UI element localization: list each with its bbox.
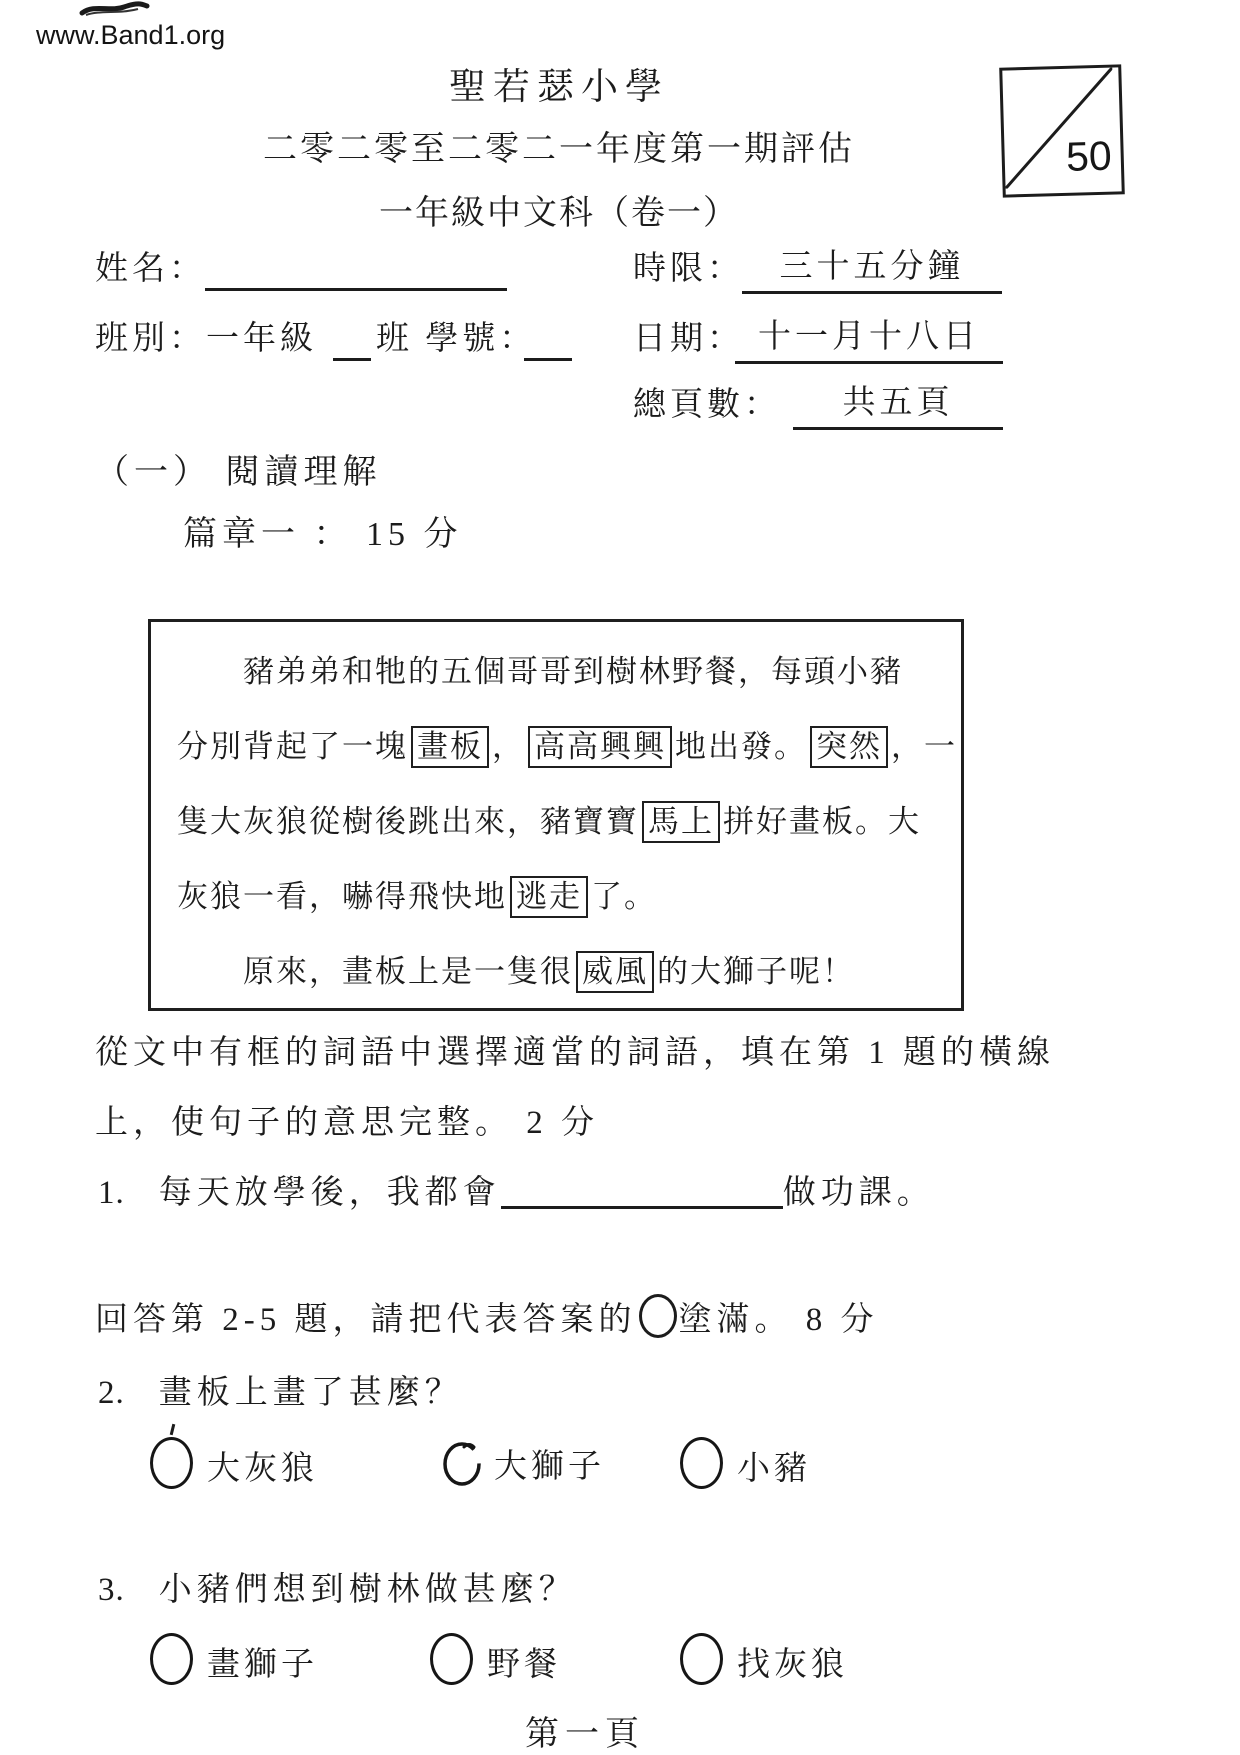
q2-5-instruction xyxy=(95,1293,879,1340)
passage-text: 拼好畫板。大 xyxy=(723,804,921,839)
answer-bubble-icon[interactable] xyxy=(150,1633,193,1685)
name-label: 姓名： xyxy=(95,251,206,287)
passage-text: 原來，畫板上是一隻很 xyxy=(243,954,573,989)
date-value: 十一月十八日 xyxy=(735,310,1003,364)
question-2-stem: 畫板上畫了甚麼？ xyxy=(158,1375,463,1411)
date-label: 日期： xyxy=(633,321,744,357)
total-pages-value: 共五頁 xyxy=(793,376,1003,430)
passage-text: 灰狼一看，嚇得飛快地 xyxy=(177,879,507,914)
student-number-label: 班 學號： xyxy=(376,321,537,357)
exam-term-title: 二零二零至二零二一年度第一期評估 xyxy=(263,131,855,168)
boxed-word: 高高興興 xyxy=(528,726,672,768)
passage-box xyxy=(148,619,964,1011)
time-limit-value: 三十五分鐘 xyxy=(742,240,1002,294)
answer-bubble-broken-icon[interactable] xyxy=(440,1437,484,1489)
q2-option-2[interactable] xyxy=(440,1437,605,1489)
total-pages-label: 總頁數： xyxy=(633,387,781,423)
question-3-number: 3. xyxy=(98,1572,125,1608)
watermark-url: www.Band1.org xyxy=(36,20,226,50)
passage-text: ，一 xyxy=(891,729,957,764)
q2-5-instruction-before: 回答第 2-5 題，請把代表答案的 xyxy=(95,1302,637,1338)
passage-heading: 篇章一 ： 15 分 xyxy=(183,516,463,553)
answer-bubble-icon[interactable] xyxy=(680,1437,723,1489)
score-box xyxy=(999,64,1125,197)
question-2 xyxy=(98,1366,463,1413)
passage-text: 地出發。 xyxy=(675,729,807,764)
question-3 xyxy=(98,1563,577,1610)
passage-text: 的大獅子呢！ xyxy=(657,954,855,989)
passage-text: 了。 xyxy=(591,879,657,914)
question-3-stem: 小豬們想到樹林做甚麼？ xyxy=(158,1572,577,1608)
boxed-word: 畫板 xyxy=(411,726,489,768)
q2-option-1[interactable] xyxy=(150,1437,318,1489)
passage-text: 隻大灰狼從樹後跳出來，豬寶寶 xyxy=(177,804,639,839)
question-1 xyxy=(98,1166,935,1213)
student-number-field[interactable] xyxy=(524,320,572,361)
page-number: 第一頁 xyxy=(525,1716,645,1753)
passage-line xyxy=(177,784,947,859)
class-label: 班別：一年級 xyxy=(95,321,317,357)
passage-line xyxy=(177,634,947,709)
q2-option-1-label: 大灰狼 xyxy=(207,1451,318,1487)
paper-title: 一年級中文科（卷一） xyxy=(379,195,739,232)
q2-option-2-label: 大獅子 xyxy=(494,1449,605,1485)
school-name: 聖若瑟小學 xyxy=(449,67,669,108)
boxed-word: 威風 xyxy=(576,951,654,993)
q1-instruction-line1: 從文中有框的詞語中選擇適當的詞語，填在第 1 題的橫線 xyxy=(95,1035,1055,1071)
q3-option-3-label: 找灰狼 xyxy=(737,1647,848,1683)
question-1-text-after: 做功課。 xyxy=(782,1175,935,1211)
passage-line xyxy=(177,709,957,784)
question-1-answer-blank[interactable] xyxy=(501,1166,783,1209)
boxed-word: 突然 xyxy=(810,726,888,768)
question-1-number: 1. xyxy=(98,1175,125,1211)
q2-5-instruction-after: 塗滿。 8 分 xyxy=(678,1302,879,1338)
boxed-word: 馬上 xyxy=(642,801,720,843)
q3-option-2-label: 野餐 xyxy=(487,1647,561,1683)
q3-option-1-label: 畫獅子 xyxy=(207,1647,318,1683)
q3-option-2[interactable] xyxy=(430,1633,561,1685)
passage-line xyxy=(177,859,947,934)
answer-bubble-icon[interactable] xyxy=(430,1633,473,1685)
passage-text: 分別背起了一塊 xyxy=(177,729,408,764)
q3-option-1[interactable] xyxy=(150,1633,318,1685)
passage-text: ， xyxy=(492,729,525,764)
name-field[interactable] xyxy=(205,250,507,291)
class-field[interactable] xyxy=(333,320,371,361)
q1-instruction-line2: 上，使句子的意思完整。 2 分 xyxy=(95,1105,599,1141)
q2-option-3-label: 小豬 xyxy=(737,1451,811,1487)
boxed-word: 逃走 xyxy=(510,876,588,918)
answer-bubble-icon[interactable] xyxy=(150,1437,193,1489)
bubble-example-icon xyxy=(639,1294,677,1338)
score-total: 50 xyxy=(1065,132,1113,180)
passage-line xyxy=(177,934,947,1009)
time-limit-label: 時限： xyxy=(633,251,744,287)
question-1-text-before: 每天放學後，我都會 xyxy=(158,1175,501,1211)
question-2-number: 2. xyxy=(98,1375,125,1411)
answer-bubble-icon[interactable] xyxy=(680,1633,723,1685)
passage-text: 豬弟弟和牠的五個哥哥到樹林野餐，每頭小豬 xyxy=(243,654,903,689)
section-title: （一） 閱讀理解 xyxy=(95,454,382,491)
q3-option-3[interactable] xyxy=(680,1633,848,1685)
q2-option-3[interactable] xyxy=(680,1437,811,1489)
pen-tick-mark xyxy=(170,1424,176,1435)
